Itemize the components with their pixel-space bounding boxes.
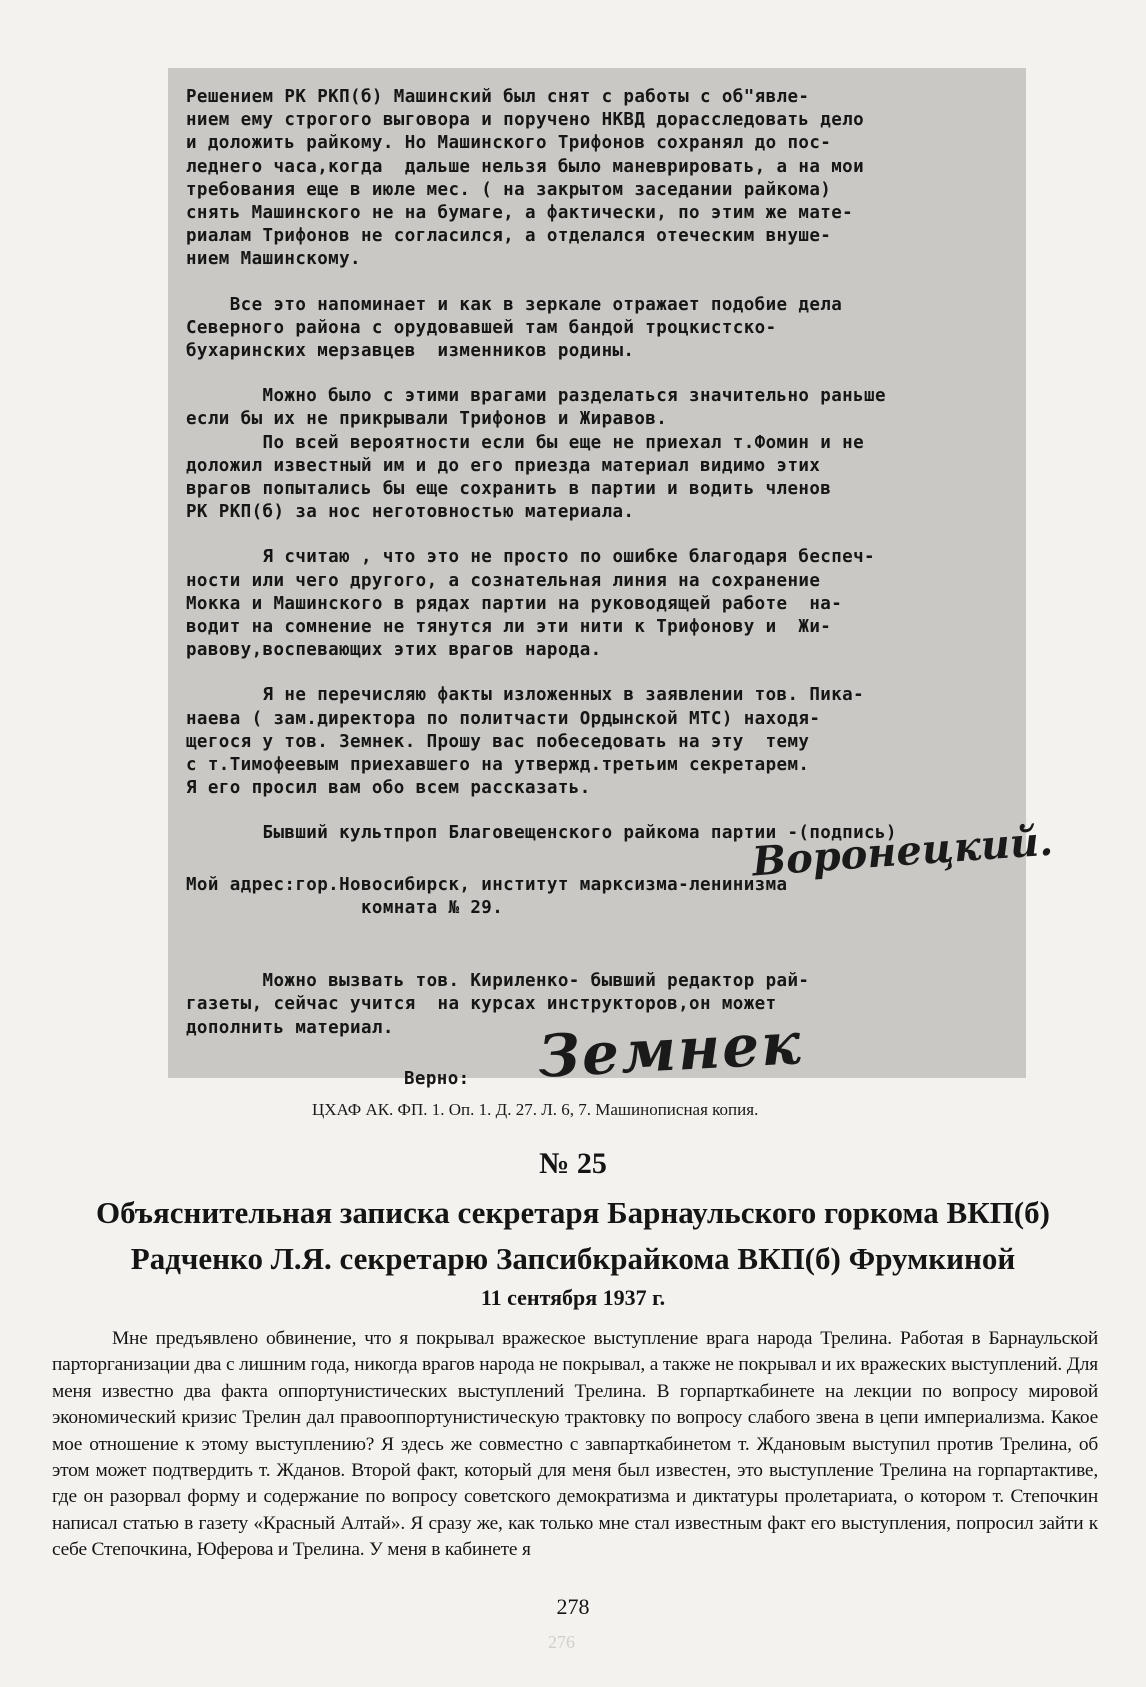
document-date: 11 сентября 1937 г. xyxy=(480,1285,666,1310)
typed-line: снять Машинского не на бумаге, а фактически, по этим же мате- xyxy=(186,203,854,224)
typed-line: Мокка и Машинского в рядах партии на руководящей работе на- xyxy=(186,593,843,614)
typed-line: щегося у тов. Земнек. Прошу вас побеседовать на эту тему xyxy=(186,731,810,752)
typed-line: Северного района с орудовавшей там бандой троцкистско- xyxy=(186,317,777,338)
typed-line: леднего часа,когда дальше нельзя было маневрировать, а на мои xyxy=(186,156,865,177)
typed-line: водит на сомнение не тянутся ли эти нити к Трифонову и Жи- xyxy=(186,617,832,638)
typed-line: равову,воспевающих этих врагов народа. xyxy=(186,640,602,661)
typed-line: Я не перечисляю факты изложенных в заявлении тов. Пика- xyxy=(186,685,865,706)
verified-label: Верно: xyxy=(404,1068,470,1089)
typed-line: риалам Трифонов не согласился, а отделался отеческим внуше- xyxy=(186,226,832,247)
typed-line: Решением РК РКП(б) Машинский был снят с работы с об"явле- xyxy=(186,87,810,107)
archive-reference: ЦХАФ АК. ФП. 1. Оп. 1. Д. 27. Л. 6, 7. Машинописная копия. xyxy=(312,1100,759,1119)
typed-line: требования еще в июле мес. ( на закрытом заседании райкома) xyxy=(186,179,832,200)
typed-line xyxy=(186,524,986,546)
typed-line: Можно вызвать тов. Кириленко- бывший редактор рай- xyxy=(186,971,810,992)
body-paragraph: Мне предъявлено обвинение, что я покрывал вражеское выступление врага народа Трелина. Работая в Барнаульской парторганизации два с лишним года, никогда врагов народа не покрывал, а также не покрывал и их вражеских выступлений. Для меня известно два факта оппортунистических выступлений Трелина. В горпарткабинете на лекции по вопросу мировой экономический кризис Трелин дал правооппортунистическую трактовку по вопросу слабого звена в цепи империализма. Какое мое отношение к этому выступлению? Я здесь же совместно с завпарткабинетом т. Ждановым выступил против Трелина, об этом может подтвердить т. Жданов. Второй факт, который для меня был известен, это выступление Трелина на горпартактиве, где он разорвал форму и содержание по вопросу советского демократизма и диктатуры пролетариата, о котором т. Степочкин написал статью в газету «Красный Алтай». Я сразу же, как только мне стал известным факт его выступления, попросил зайти к себе Степочкина, Юферова и Трелина. У меня в кабинете я xyxy=(52,1328,1098,1561)
document-number: № 25 xyxy=(539,1147,607,1180)
typed-line xyxy=(186,272,986,294)
typed-line: наева ( зам.директора по политчасти Ордынской МТС) находя- xyxy=(186,708,821,729)
typewritten-document xyxy=(186,86,986,1091)
typed-line: дополнить материал. xyxy=(186,1017,394,1038)
typed-line: и доложить райкому. Но Машинского Трифонов сохранял до пос- xyxy=(186,133,832,154)
typed-line: доложил известный им и до его приезда материал видимо этих xyxy=(186,455,821,476)
typed-line: Мой адрес:гор.Новосибирск, институт марксизма-ленинизма xyxy=(186,874,788,895)
typed-address xyxy=(186,874,986,920)
ghost-page-number: 276 xyxy=(548,1632,575,1652)
typed-line: с т.Тимофеевым приехавшего на утвержд.третьим секретарем. xyxy=(186,755,810,776)
typed-line: Можно было с этими врагами разделаться значительно раньше xyxy=(186,386,886,407)
typed-line xyxy=(186,363,986,385)
typed-line xyxy=(186,800,986,822)
signature-zemnek: Земнек xyxy=(536,1009,804,1091)
typed-main-lines xyxy=(186,86,986,846)
typed-line: газеты, сейчас учится на курсах инструкторов,он может xyxy=(186,994,777,1015)
typed-line: Все это напоминает и как в зеркале отражает подобие дела xyxy=(186,294,843,315)
typed-line: Бывший культпроп Благовещенского райкома партии -(подпись) xyxy=(186,823,897,844)
typed-line: По всей вероятности если бы еще не приехал т.Фомин и не xyxy=(186,432,865,453)
typed-line: ности или чего другого, а сознательная линия на сохранение xyxy=(186,570,821,591)
typed-line: если бы их не прикрывали Трифонов и Жиравов. xyxy=(186,409,668,430)
typed-line: Я его просил вам обо всем рассказать. xyxy=(186,778,591,799)
typed-line xyxy=(186,662,986,684)
typed-line: Я считаю , что это не просто по ошибке благодаря беспеч- xyxy=(186,547,875,568)
document-title-line-1: Объяснительная записка секретаря Барнаульского горкома ВКП(б) xyxy=(96,1195,1050,1230)
typed-line: бухаринских мерзавцев изменников родины. xyxy=(186,341,635,362)
document-title xyxy=(40,1190,1106,1282)
typed-line: комната № 29. xyxy=(186,897,504,918)
typed-line: нием Машинскому. xyxy=(186,249,361,270)
page-number: 278 xyxy=(556,1594,590,1619)
body-text xyxy=(52,1326,1098,1564)
signature-voronetsky: Воронецкий. xyxy=(750,817,1055,886)
typed-line: РК РКП(б) за нос неготовностью материала. xyxy=(186,502,635,523)
typed-line: врагов попытались бы еще сохранить в партии и водить членов xyxy=(186,479,832,500)
typed-line: нием ему строгого выговора и поручено НКВД дорасследовать дело xyxy=(186,110,865,131)
document-title-line-2: Радченко Л.Я. секретарю Запсибкрайкома ВКП(б) Фрумкиной xyxy=(130,1241,1016,1276)
